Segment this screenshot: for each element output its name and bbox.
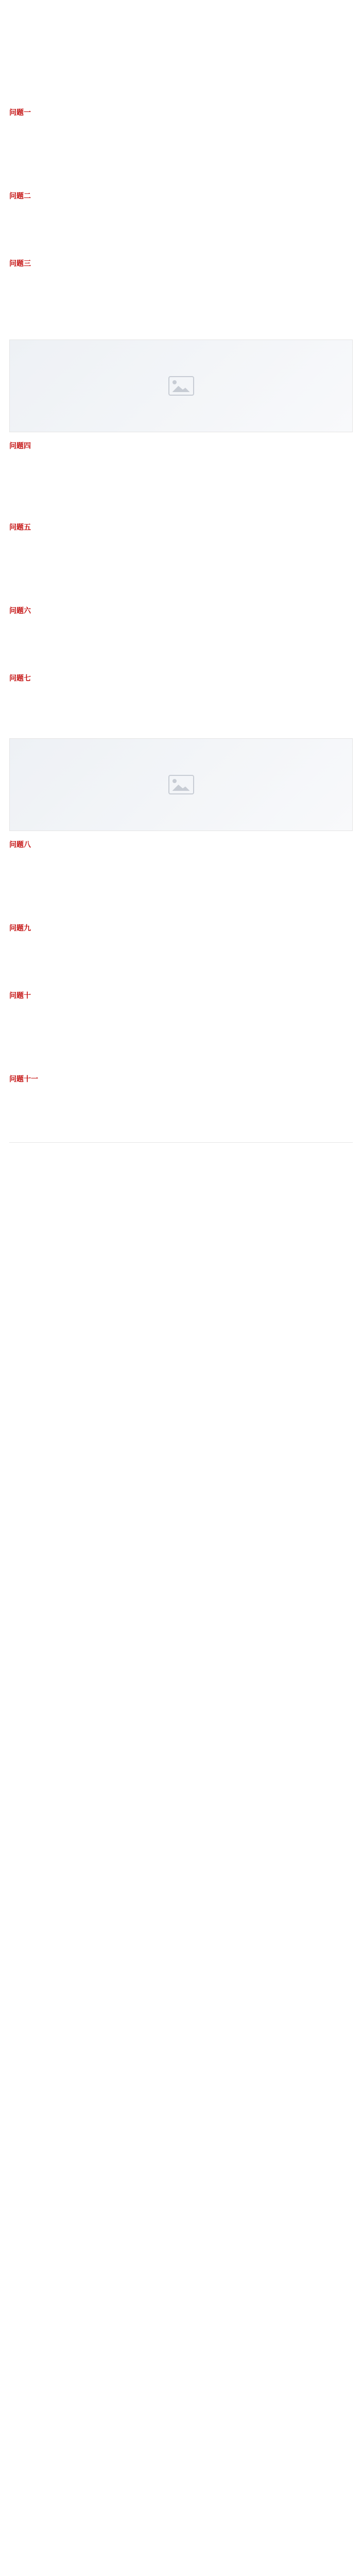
intro-paragraph [9, 72, 353, 83]
question-label: 问题十 [9, 992, 31, 1000]
answer-paragraph [9, 1023, 353, 1033]
article-image [9, 738, 353, 831]
answer-paragraph [9, 1122, 353, 1133]
intro-paragraph [9, 88, 353, 99]
footer-line [9, 1158, 353, 1168]
question-label: 问题六 [9, 607, 31, 615]
question-heading [9, 1074, 353, 1085]
question-label: 问题五 [9, 523, 31, 532]
answer-paragraph [9, 172, 353, 182]
image-icon [168, 376, 194, 396]
question-label: 问题九 [9, 924, 31, 933]
answer-paragraph [9, 538, 353, 549]
qa-section [9, 673, 353, 732]
qa-list [9, 107, 353, 1133]
answer-paragraph [9, 638, 353, 649]
question-heading [9, 107, 353, 118]
question-heading [9, 258, 353, 269]
article-meta [9, 25, 353, 34]
answer-paragraph [9, 689, 353, 700]
footer-line [9, 1148, 353, 1158]
page-title [9, 7, 353, 22]
qa-section [9, 107, 353, 182]
answer-paragraph [9, 124, 353, 134]
qa-section [9, 440, 353, 514]
question-heading [9, 990, 353, 1002]
answer-paragraph [9, 622, 353, 633]
qa-section [9, 191, 353, 250]
question-label: 问题四 [9, 442, 31, 450]
answer-paragraph [9, 323, 353, 333]
answer-paragraph [9, 291, 353, 301]
answer-paragraph [9, 156, 353, 166]
question-label: 问题二 [9, 192, 31, 200]
qa-section [9, 522, 353, 597]
answer-paragraph [9, 872, 353, 883]
qa-section [9, 258, 353, 333]
question-label: 问题十一 [9, 1075, 38, 1083]
answer-paragraph [9, 1039, 353, 1049]
qa-section [9, 1074, 353, 1133]
answer-paragraph [9, 721, 353, 732]
intro-paragraph [9, 40, 353, 51]
answer-paragraph [9, 140, 353, 150]
answer-paragraph [9, 503, 353, 514]
answer-paragraph [9, 904, 353, 914]
answer-paragraph [9, 888, 353, 899]
answer-paragraph [9, 705, 353, 716]
question-label: 问题一 [9, 109, 31, 117]
image-icon [168, 775, 194, 794]
article-footer [9, 1142, 353, 1168]
answer-paragraph [9, 570, 353, 581]
question-label: 问题八 [9, 841, 31, 849]
answer-paragraph [9, 1007, 353, 1018]
intro-paragraph [9, 56, 353, 67]
answer-paragraph [9, 471, 353, 482]
answer-paragraph [9, 554, 353, 565]
question-label: 问题三 [9, 260, 31, 268]
answer-paragraph [9, 207, 353, 218]
question-heading [9, 191, 353, 202]
article-intro [9, 40, 353, 99]
answer-paragraph [9, 1106, 353, 1117]
answer-paragraph [9, 586, 353, 597]
answer-paragraph [9, 1090, 353, 1101]
answer-paragraph [9, 654, 353, 665]
answer-paragraph [9, 955, 353, 966]
question-heading [9, 839, 353, 851]
answer-subheading [9, 457, 353, 468]
qa-section [9, 839, 353, 914]
answer-paragraph [9, 1055, 353, 1065]
answer-paragraph [9, 487, 353, 498]
question-heading [9, 605, 353, 617]
question-label: 问题七 [9, 674, 31, 683]
answer-paragraph [9, 856, 353, 867]
question-heading [9, 673, 353, 684]
answer-paragraph [9, 275, 353, 285]
qa-section [9, 923, 353, 982]
question-heading [9, 522, 353, 533]
article-image [9, 340, 353, 432]
answer-paragraph [9, 307, 353, 317]
answer-paragraph [9, 971, 353, 982]
answer-paragraph [9, 239, 353, 250]
question-heading [9, 923, 353, 934]
question-heading [9, 440, 353, 452]
qa-section [9, 990, 353, 1065]
qa-section [9, 605, 353, 665]
answer-paragraph [9, 223, 353, 234]
answer-paragraph [9, 939, 353, 950]
